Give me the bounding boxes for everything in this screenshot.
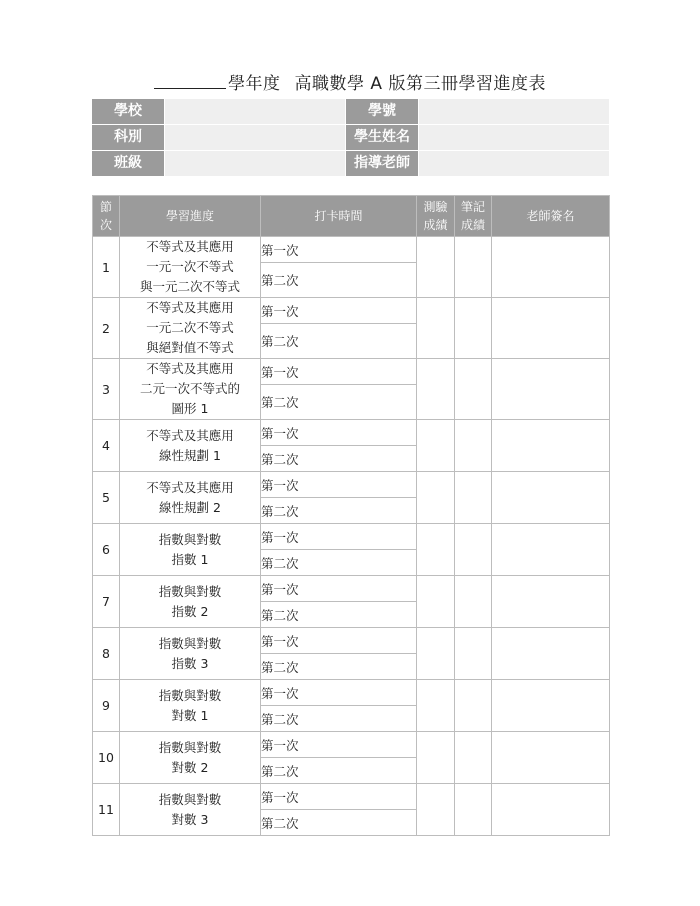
test-score-cell[interactable]	[417, 359, 455, 420]
lesson-number: 7	[93, 576, 120, 628]
lesson-number: 2	[93, 298, 120, 359]
notes-score-cell[interactable]	[455, 472, 492, 524]
progress-text: 不等式及其應用 一元一次不等式 與一元二次不等式	[120, 237, 261, 298]
progress-text: 指數與對數 對數 1	[120, 680, 261, 732]
lesson-number: 11	[93, 784, 120, 836]
notes-score-cell[interactable]	[455, 784, 492, 836]
year-suffix: 學年度	[228, 74, 281, 94]
info-row-3	[92, 151, 609, 176]
table-row	[93, 680, 610, 706]
lesson-number: 6	[93, 524, 120, 576]
department-field[interactable]	[165, 125, 345, 150]
checkin-first-attempt[interactable]: 第一次	[261, 784, 417, 810]
signature-cell[interactable]	[492, 298, 610, 359]
notes-score-cell[interactable]	[455, 576, 492, 628]
class-field[interactable]	[165, 151, 345, 176]
department-label: 科別	[92, 125, 164, 150]
header-signature: 老師簽名	[492, 196, 610, 237]
lesson-number: 3	[93, 359, 120, 420]
info-row-2	[92, 125, 609, 150]
table-row	[93, 237, 610, 263]
table-row	[93, 576, 610, 602]
test-score-cell[interactable]	[417, 784, 455, 836]
header-notes-score: 筆記 成績	[455, 196, 492, 237]
teacher-label: 指導老師	[346, 151, 418, 176]
student-info-header	[92, 99, 609, 177]
table-row	[93, 628, 610, 654]
table-row	[93, 420, 610, 446]
title-text: 高職數學 A 版第三冊學習進度表	[294, 74, 546, 94]
school-label: 學校	[92, 99, 164, 124]
signature-cell[interactable]	[492, 524, 610, 576]
teacher-field[interactable]	[419, 151, 609, 176]
progress-text: 不等式及其應用 線性規劃 1	[120, 420, 261, 472]
table-row	[93, 524, 610, 550]
test-score-cell[interactable]	[417, 628, 455, 680]
notes-score-cell[interactable]	[455, 298, 492, 359]
test-score-cell[interactable]	[417, 524, 455, 576]
test-score-cell[interactable]	[417, 576, 455, 628]
checkin-first-attempt[interactable]: 第一次	[261, 732, 417, 758]
progress-text: 不等式及其應用 一元二次不等式 與絕對值不等式	[120, 298, 261, 359]
checkin-first-attempt[interactable]: 第一次	[261, 420, 417, 446]
table-row	[93, 784, 610, 810]
header-test-score: 測驗 成績	[417, 196, 455, 237]
checkin-second-attempt[interactable]: 第二次	[261, 324, 417, 359]
test-score-cell[interactable]	[417, 680, 455, 732]
checkin-first-attempt[interactable]: 第一次	[261, 628, 417, 654]
test-score-cell[interactable]	[417, 472, 455, 524]
table-row	[93, 732, 610, 758]
notes-score-cell[interactable]	[455, 628, 492, 680]
lesson-number: 4	[93, 420, 120, 472]
signature-cell[interactable]	[492, 359, 610, 420]
progress-text: 指數與對數 對數 2	[120, 732, 261, 784]
notes-score-cell[interactable]	[455, 359, 492, 420]
student-no-field[interactable]	[419, 99, 609, 124]
notes-score-cell[interactable]	[455, 420, 492, 472]
student-name-label: 學生姓名	[346, 125, 418, 150]
table-row	[93, 359, 610, 385]
notes-score-cell[interactable]	[455, 732, 492, 784]
signature-cell[interactable]	[492, 420, 610, 472]
header-checkin: 打卡時間	[261, 196, 417, 237]
info-row-1	[92, 99, 609, 124]
checkin-second-attempt[interactable]: 第二次	[261, 654, 417, 680]
notes-score-cell[interactable]	[455, 524, 492, 576]
signature-cell[interactable]	[492, 784, 610, 836]
checkin-second-attempt[interactable]: 第二次	[261, 446, 417, 472]
signature-cell[interactable]	[492, 472, 610, 524]
lesson-number: 10	[93, 732, 120, 784]
signature-cell[interactable]	[492, 237, 610, 298]
lesson-number: 1	[93, 237, 120, 298]
test-score-cell[interactable]	[417, 237, 455, 298]
progress-text: 不等式及其應用 線性規劃 2	[120, 472, 261, 524]
checkin-first-attempt[interactable]: 第一次	[261, 472, 417, 498]
progress-text: 指數與對數 指數 3	[120, 628, 261, 680]
signature-cell[interactable]	[492, 576, 610, 628]
checkin-second-attempt[interactable]: 第二次	[261, 602, 417, 628]
student-no-label: 學號	[346, 99, 418, 124]
checkin-second-attempt[interactable]: 第二次	[261, 550, 417, 576]
table-body	[93, 237, 610, 836]
checkin-second-attempt[interactable]: 第二次	[261, 498, 417, 524]
lesson-number: 9	[93, 680, 120, 732]
test-score-cell[interactable]	[417, 732, 455, 784]
checkin-first-attempt[interactable]: 第一次	[261, 576, 417, 602]
notes-score-cell[interactable]	[455, 680, 492, 732]
year-blank[interactable]	[154, 73, 226, 89]
signature-cell[interactable]	[492, 732, 610, 784]
checkin-second-attempt[interactable]: 第二次	[261, 758, 417, 784]
header-progress: 學習進度	[120, 196, 261, 237]
school-field[interactable]	[165, 99, 345, 124]
student-name-field[interactable]	[419, 125, 609, 150]
notes-score-cell[interactable]	[455, 237, 492, 298]
checkin-first-attempt[interactable]: 第一次	[261, 524, 417, 550]
progress-text: 不等式及其應用 二元一次不等式的 圖形 1	[120, 359, 261, 420]
checkin-second-attempt[interactable]: 第二次	[261, 706, 417, 732]
header-lesson: 節 次	[93, 196, 120, 237]
checkin-second-attempt[interactable]: 第二次	[261, 263, 417, 298]
test-score-cell[interactable]	[417, 298, 455, 359]
signature-cell[interactable]	[492, 680, 610, 732]
lesson-number: 5	[93, 472, 120, 524]
table-row	[93, 472, 610, 498]
checkin-first-attempt[interactable]: 第一次	[261, 359, 417, 385]
checkin-second-attempt[interactable]: 第二次	[261, 810, 417, 836]
progress-text: 指數與對數 指數 2	[120, 576, 261, 628]
table-header-row	[93, 196, 610, 237]
progress-text: 指數與對數 指數 1	[120, 524, 261, 576]
page-title	[0, 69, 700, 94]
progress-text: 指數與對數 對數 3	[120, 784, 261, 836]
test-score-cell[interactable]	[417, 420, 455, 472]
checkin-first-attempt[interactable]: 第一次	[261, 298, 417, 324]
signature-cell[interactable]	[492, 628, 610, 680]
checkin-first-attempt[interactable]: 第一次	[261, 680, 417, 706]
checkin-second-attempt[interactable]: 第二次	[261, 385, 417, 420]
table-row	[93, 298, 610, 324]
class-label: 班級	[92, 151, 164, 176]
checkin-first-attempt[interactable]: 第一次	[261, 237, 417, 263]
progress-table	[92, 195, 610, 836]
lesson-number: 8	[93, 628, 120, 680]
